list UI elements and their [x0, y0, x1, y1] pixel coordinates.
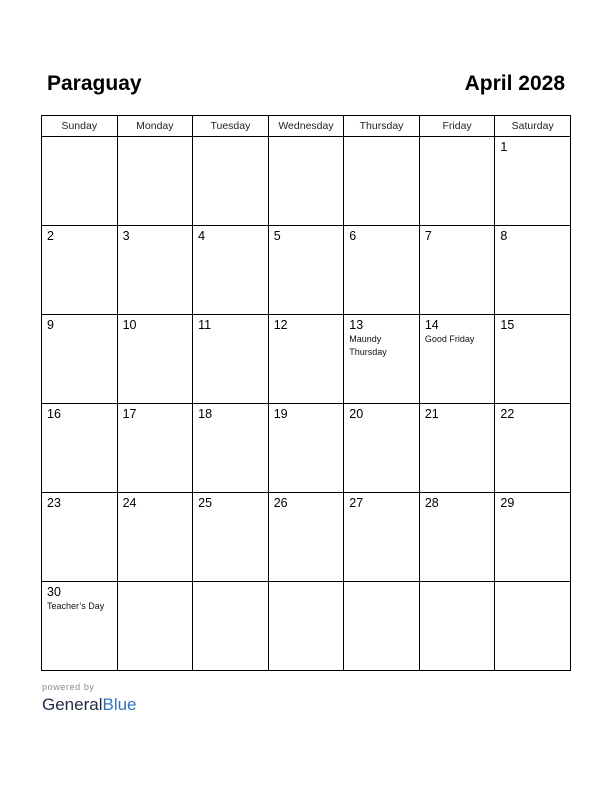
- day-number: 25: [198, 496, 213, 510]
- week-row: [42, 404, 571, 493]
- day-cell: [495, 137, 571, 226]
- weekday-header-row: [42, 116, 571, 137]
- weekday-header: Thursday: [344, 116, 420, 137]
- day-number: 28: [424, 496, 439, 510]
- day-number: 1: [500, 140, 508, 154]
- day-number: 6: [349, 229, 357, 243]
- day-cell: [117, 315, 193, 404]
- day-cell: [495, 493, 571, 582]
- day-cell: [495, 226, 571, 315]
- day-number: 21: [424, 407, 439, 421]
- day-number: 30: [47, 585, 61, 599]
- day-cell: [117, 404, 193, 493]
- day-cell: [268, 315, 344, 404]
- day-cell: [495, 315, 571, 404]
- day-cell: [419, 226, 495, 315]
- day-number: 19: [273, 407, 288, 421]
- weekday-header: Tuesday: [193, 116, 269, 137]
- empty-day-cell: [344, 582, 420, 671]
- week-row: [42, 493, 571, 582]
- brand-general-text: General: [42, 695, 103, 714]
- day-cell: [419, 493, 495, 582]
- day-cell: [268, 226, 344, 315]
- day-cell: [42, 226, 118, 315]
- day-number: 4: [198, 229, 206, 243]
- day-cell: [419, 315, 495, 404]
- weekday-header: Sunday: [42, 116, 118, 137]
- day-cell: [495, 404, 571, 493]
- empty-day-cell: [42, 137, 118, 226]
- day-cell: [193, 226, 269, 315]
- day-cell: [117, 226, 193, 315]
- day-number: 20: [349, 407, 364, 421]
- empty-day-cell: [193, 137, 269, 226]
- week-row: [42, 137, 571, 226]
- day-number: 10: [122, 318, 137, 332]
- empty-day-cell: [419, 137, 495, 226]
- day-number: 22: [500, 407, 515, 421]
- week-row: [42, 226, 571, 315]
- holiday-label: Good Friday: [424, 334, 475, 344]
- day-cell: [117, 493, 193, 582]
- week-row: [42, 315, 571, 404]
- day-number: 13: [349, 318, 364, 332]
- day-number: 18: [198, 407, 213, 421]
- day-cell: [419, 404, 495, 493]
- day-number: 27: [349, 496, 364, 510]
- day-cell: [42, 315, 118, 404]
- day-number: 9: [47, 318, 54, 332]
- day-number: 8: [500, 229, 508, 243]
- brand-logo: [42, 694, 137, 715]
- day-cell: [344, 493, 420, 582]
- day-cell: [344, 404, 420, 493]
- holiday-label: Teacher’s Day: [47, 601, 105, 611]
- day-cell: [193, 404, 269, 493]
- day-number: 5: [273, 229, 281, 243]
- day-number: 26: [273, 496, 288, 510]
- holiday-label: Maundy Thursday: [349, 334, 387, 357]
- brand-footer: [42, 682, 137, 715]
- weekday-header: Monday: [117, 116, 193, 137]
- empty-day-cell: [193, 582, 269, 671]
- empty-day-cell: [117, 137, 193, 226]
- weekday-header: Friday: [419, 116, 495, 137]
- day-number: 17: [122, 407, 137, 421]
- day-number: 15: [500, 318, 515, 332]
- powered-by-label: powered by: [42, 682, 95, 692]
- day-cell: [193, 493, 269, 582]
- day-number: 14: [424, 318, 439, 332]
- calendar-grid: [41, 115, 571, 671]
- empty-day-cell: [419, 582, 495, 671]
- day-cell: [42, 404, 118, 493]
- day-number: 24: [122, 496, 137, 510]
- day-cell: [344, 226, 420, 315]
- weekday-header: Saturday: [495, 116, 571, 137]
- empty-day-cell: [344, 137, 420, 226]
- day-number: 12: [273, 318, 288, 332]
- day-number: 23: [47, 496, 61, 510]
- day-number: 3: [122, 229, 130, 243]
- day-number: 2: [47, 229, 54, 243]
- day-cell: [268, 404, 344, 493]
- day-cell: [344, 315, 420, 404]
- day-number: 29: [500, 496, 515, 510]
- day-number: 11: [198, 318, 212, 332]
- day-number: 16: [47, 407, 61, 421]
- empty-day-cell: [117, 582, 193, 671]
- day-cell: [193, 315, 269, 404]
- country-title: Paraguay: [47, 72, 142, 95]
- day-cell: [268, 493, 344, 582]
- day-cell: [42, 493, 118, 582]
- day-number: 7: [424, 229, 432, 243]
- empty-day-cell: [268, 582, 344, 671]
- brand-blue-text: Blue: [102, 695, 137, 714]
- weekday-header: Wednesday: [268, 116, 344, 137]
- day-cell: [42, 582, 118, 671]
- week-row: [42, 582, 571, 671]
- month-year-title: April 2028: [464, 72, 565, 95]
- empty-day-cell: [495, 582, 571, 671]
- empty-day-cell: [268, 137, 344, 226]
